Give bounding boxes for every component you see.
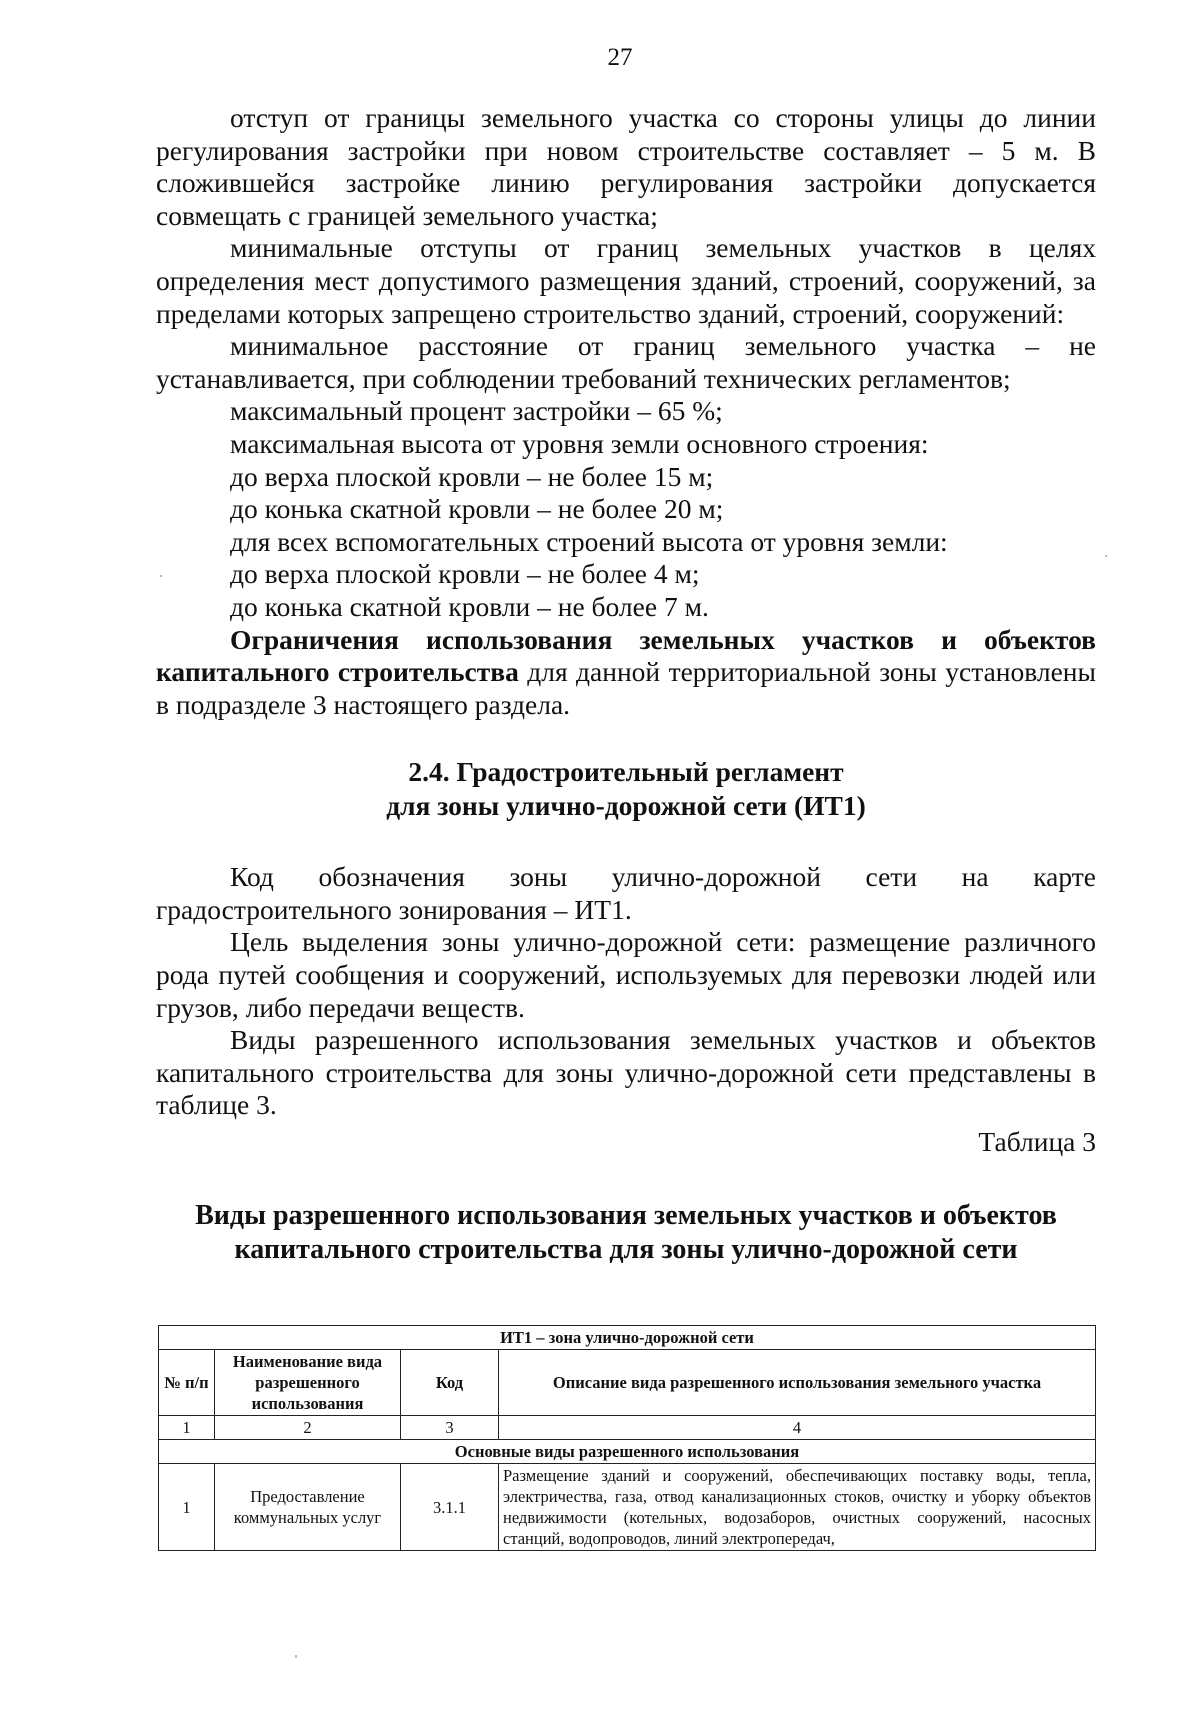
section-heading-line: 2.4. Градостроительный регламент: [408, 756, 844, 788]
table-label: Таблица 3: [978, 1126, 1096, 1158]
body-text: [156, 102, 1096, 1303]
column-number-cell: 1: [159, 1416, 215, 1440]
table-title: [152, 1199, 1100, 1267]
paragraph: [156, 624, 1096, 722]
column-number-cell: 3: [401, 1416, 499, 1440]
paragraph: до конька скатной кровли – не более 7 м.: [230, 590, 709, 622]
paragraph: Цель выделения зоны улично-дорожной сети: размещение различного рода путей сообщения и сооружений, используемых для перевозки людей или грузов, либо передачи веществ.: [156, 926, 1096, 1023]
paragraph: максимальный процент застройки – 65 %;: [230, 395, 723, 427]
paragraph: Код обозначения зоны улично-дорожной сети на карте градостроительного зонирования – ИТ1.: [156, 861, 1096, 925]
paragraph: максимальная высота от уровня земли основного строения:: [230, 427, 929, 459]
scan-mark: [1105, 555, 1107, 557]
use-name-cell: Предоставление коммунальных услуг: [215, 1464, 401, 1551]
paragraph: до верха плоской кровли – не более 15 м;: [230, 460, 714, 492]
table-title-line: Виды разрешенного использования земельных участков и объектов: [195, 1199, 1057, 1231]
paragraph: Виды разрешенного использования земельных участков и объектов капитального строительства для зоны улично-дорожной сети представлены в таблице 3.: [156, 1024, 1096, 1121]
table-title-line: капитального строительства для зоны улично-дорожной сети: [234, 1233, 1018, 1265]
header-cell: № п/п: [159, 1350, 215, 1416]
paragraph: минимальное расстояние от границ земельного участка – не устанавливается, при соблюдении требований технических регламентов;: [156, 330, 1096, 394]
table-row: [159, 1464, 1096, 1551]
group-title-cell: Основные виды разрешенного использования: [159, 1440, 1096, 1464]
use-code-cell: 3.1.1: [401, 1464, 499, 1551]
paragraph: до конька скатной кровли – не более 20 м;: [230, 493, 724, 525]
paragraph: до верха плоской кровли – не более 4 м;: [230, 558, 700, 590]
regulations-table: [158, 1325, 1096, 1551]
column-number-cell: 2: [215, 1416, 401, 1440]
paragraph: минимальные отступы от границ земельных участков в целях определения мест допустимого размещения зданий, строений, сооружений, за пределами которых запрещено строительство зданий, строений, сооружений:: [156, 232, 1096, 329]
paragraph-rest: для данной территориальной зоны установлены в подразделе 3 настоящего раздела.: [156, 656, 1096, 720]
row-number-cell: 1: [159, 1464, 215, 1551]
zone-title-cell: ИТ1 – зона улично-дорожной сети: [159, 1326, 1096, 1350]
header-cell: Наименование вида разрешенного использования: [215, 1350, 401, 1416]
scan-mark: [295, 1655, 297, 1658]
page-number: 27: [607, 44, 633, 71]
section-heading-line: для зоны улично-дорожной сети (ИТ1): [386, 790, 866, 822]
header-cell: Описание вида разрешенного использования земельного участка: [499, 1350, 1096, 1416]
paragraph: для всех вспомогательных строений высота от уровня земли:: [230, 525, 948, 557]
column-number-cell: 4: [499, 1416, 1096, 1440]
header-cell: Код: [401, 1350, 499, 1416]
use-description-cell: Размещение зданий и сооружений, обеспечивающих поставку воды, тепла, электричества, газа, отвод канализационных стоков, очистку и уборку объектов недвижимости (котельных, водозаборов, очистных сооружений, насосных станций, водопроводов, линий электропередач,: [499, 1464, 1096, 1551]
bold-phrase: Ограничения использования земельных участков и объектов капитального строительства: [156, 623, 1096, 688]
section-heading: [156, 755, 1096, 823]
paragraph: отступ от границы земельного участка со стороны улицы до линии регулирования застройки при новом строительстве составляет – 5 м. В сложившейся застройке линию регулирования застройки допускается совмещать с границей земельного участка;: [156, 102, 1096, 231]
